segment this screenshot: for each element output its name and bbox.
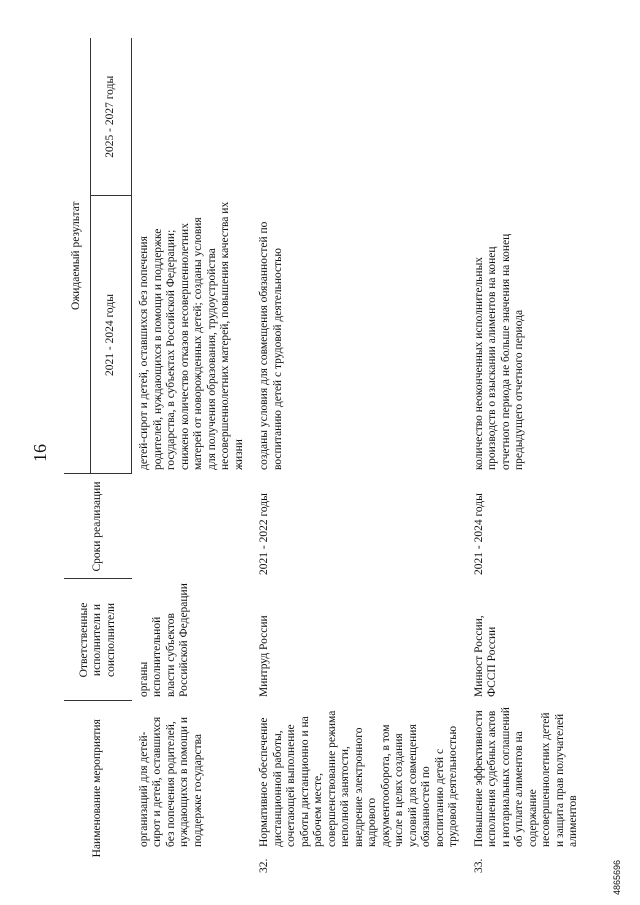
row-executors: органы исполнительной власти субъектов Российской Федерации — [137, 583, 190, 697]
row-name: организаций для детей-сирот и детей, оставшихся без попечения родителей, нуждающихся в помощи и поддержке государства — [137, 716, 204, 847]
row-result-2021-2024: количество неоконченных исполнительных производств о взыскании алиментов на конец отчетного периода не больше значения на конец предыдущего отчетного периода — [472, 233, 525, 470]
row-number — [132, 851, 253, 875]
header-executors: Ответственные исполнители и соисполнители — [64, 579, 132, 701]
row-result-2025-2027 — [252, 38, 467, 196]
header-period-2021-2024: 2021 - 2024 годы — [91, 196, 132, 474]
document-id: 4865696 — [612, 859, 622, 895]
row-result-2025-2027 — [132, 38, 253, 196]
header-name: Наименование мероприятия — [64, 701, 132, 875]
table-row — [132, 38, 253, 875]
row-terms: 2021 - 2024 годы — [472, 493, 485, 575]
table-row — [467, 38, 587, 875]
header-period-2025-2027: 2025 - 2027 годы — [91, 38, 132, 196]
table-row — [252, 38, 467, 875]
row-result-2021-2024: детей-сирот и детей, оставшихся без попечения родителей, нуждающихся в помощи и поддержке государства, в субъектах Российской Федерации; снижено количество отказов несовершеннолетних матерей от новорожденных детей; созданы условия для получения образования, трудоустройства несовершеннолетних матерей, повышения качества их жизни — [138, 201, 245, 470]
row-result-2025-2027 — [467, 38, 587, 196]
header-terms: Сроки реализации — [64, 474, 132, 579]
page-number: 16 — [30, 444, 50, 462]
header-expected-result: Ожидаемый результат — [64, 38, 91, 474]
row-number: 32. — [258, 858, 270, 873]
row-executors: Минтруд России — [258, 615, 270, 697]
row-result-2021-2024: созданы условия для совмещения обязанностей по воспитанию детей с трудовой деятельностью — [258, 221, 284, 470]
row-terms: 2021 - 2022 годы — [258, 493, 270, 575]
row-executors: Минюст России, ФССП России — [472, 615, 498, 697]
row-terms — [132, 474, 253, 579]
row-number: 33. — [472, 858, 485, 873]
measures-table — [64, 38, 587, 875]
row-name: Повышение эффективности исполнения судебных актов и нотариальных соглашений об уплате алиментов на содержание несовершеннолетних детей и защита прав получателей алиментов — [472, 707, 579, 847]
row-name: Нормативное обеспечение дистанционной работы, сочетающей выполнение работы дистанционно и на рабочем месте, совершенствование режима неполной занятости, внедрение электронного кадрового документооборота, в том числе в целях создания условий для совмещения обязанностей по воспитанию детей с трудовой деятельностью — [258, 710, 459, 847]
